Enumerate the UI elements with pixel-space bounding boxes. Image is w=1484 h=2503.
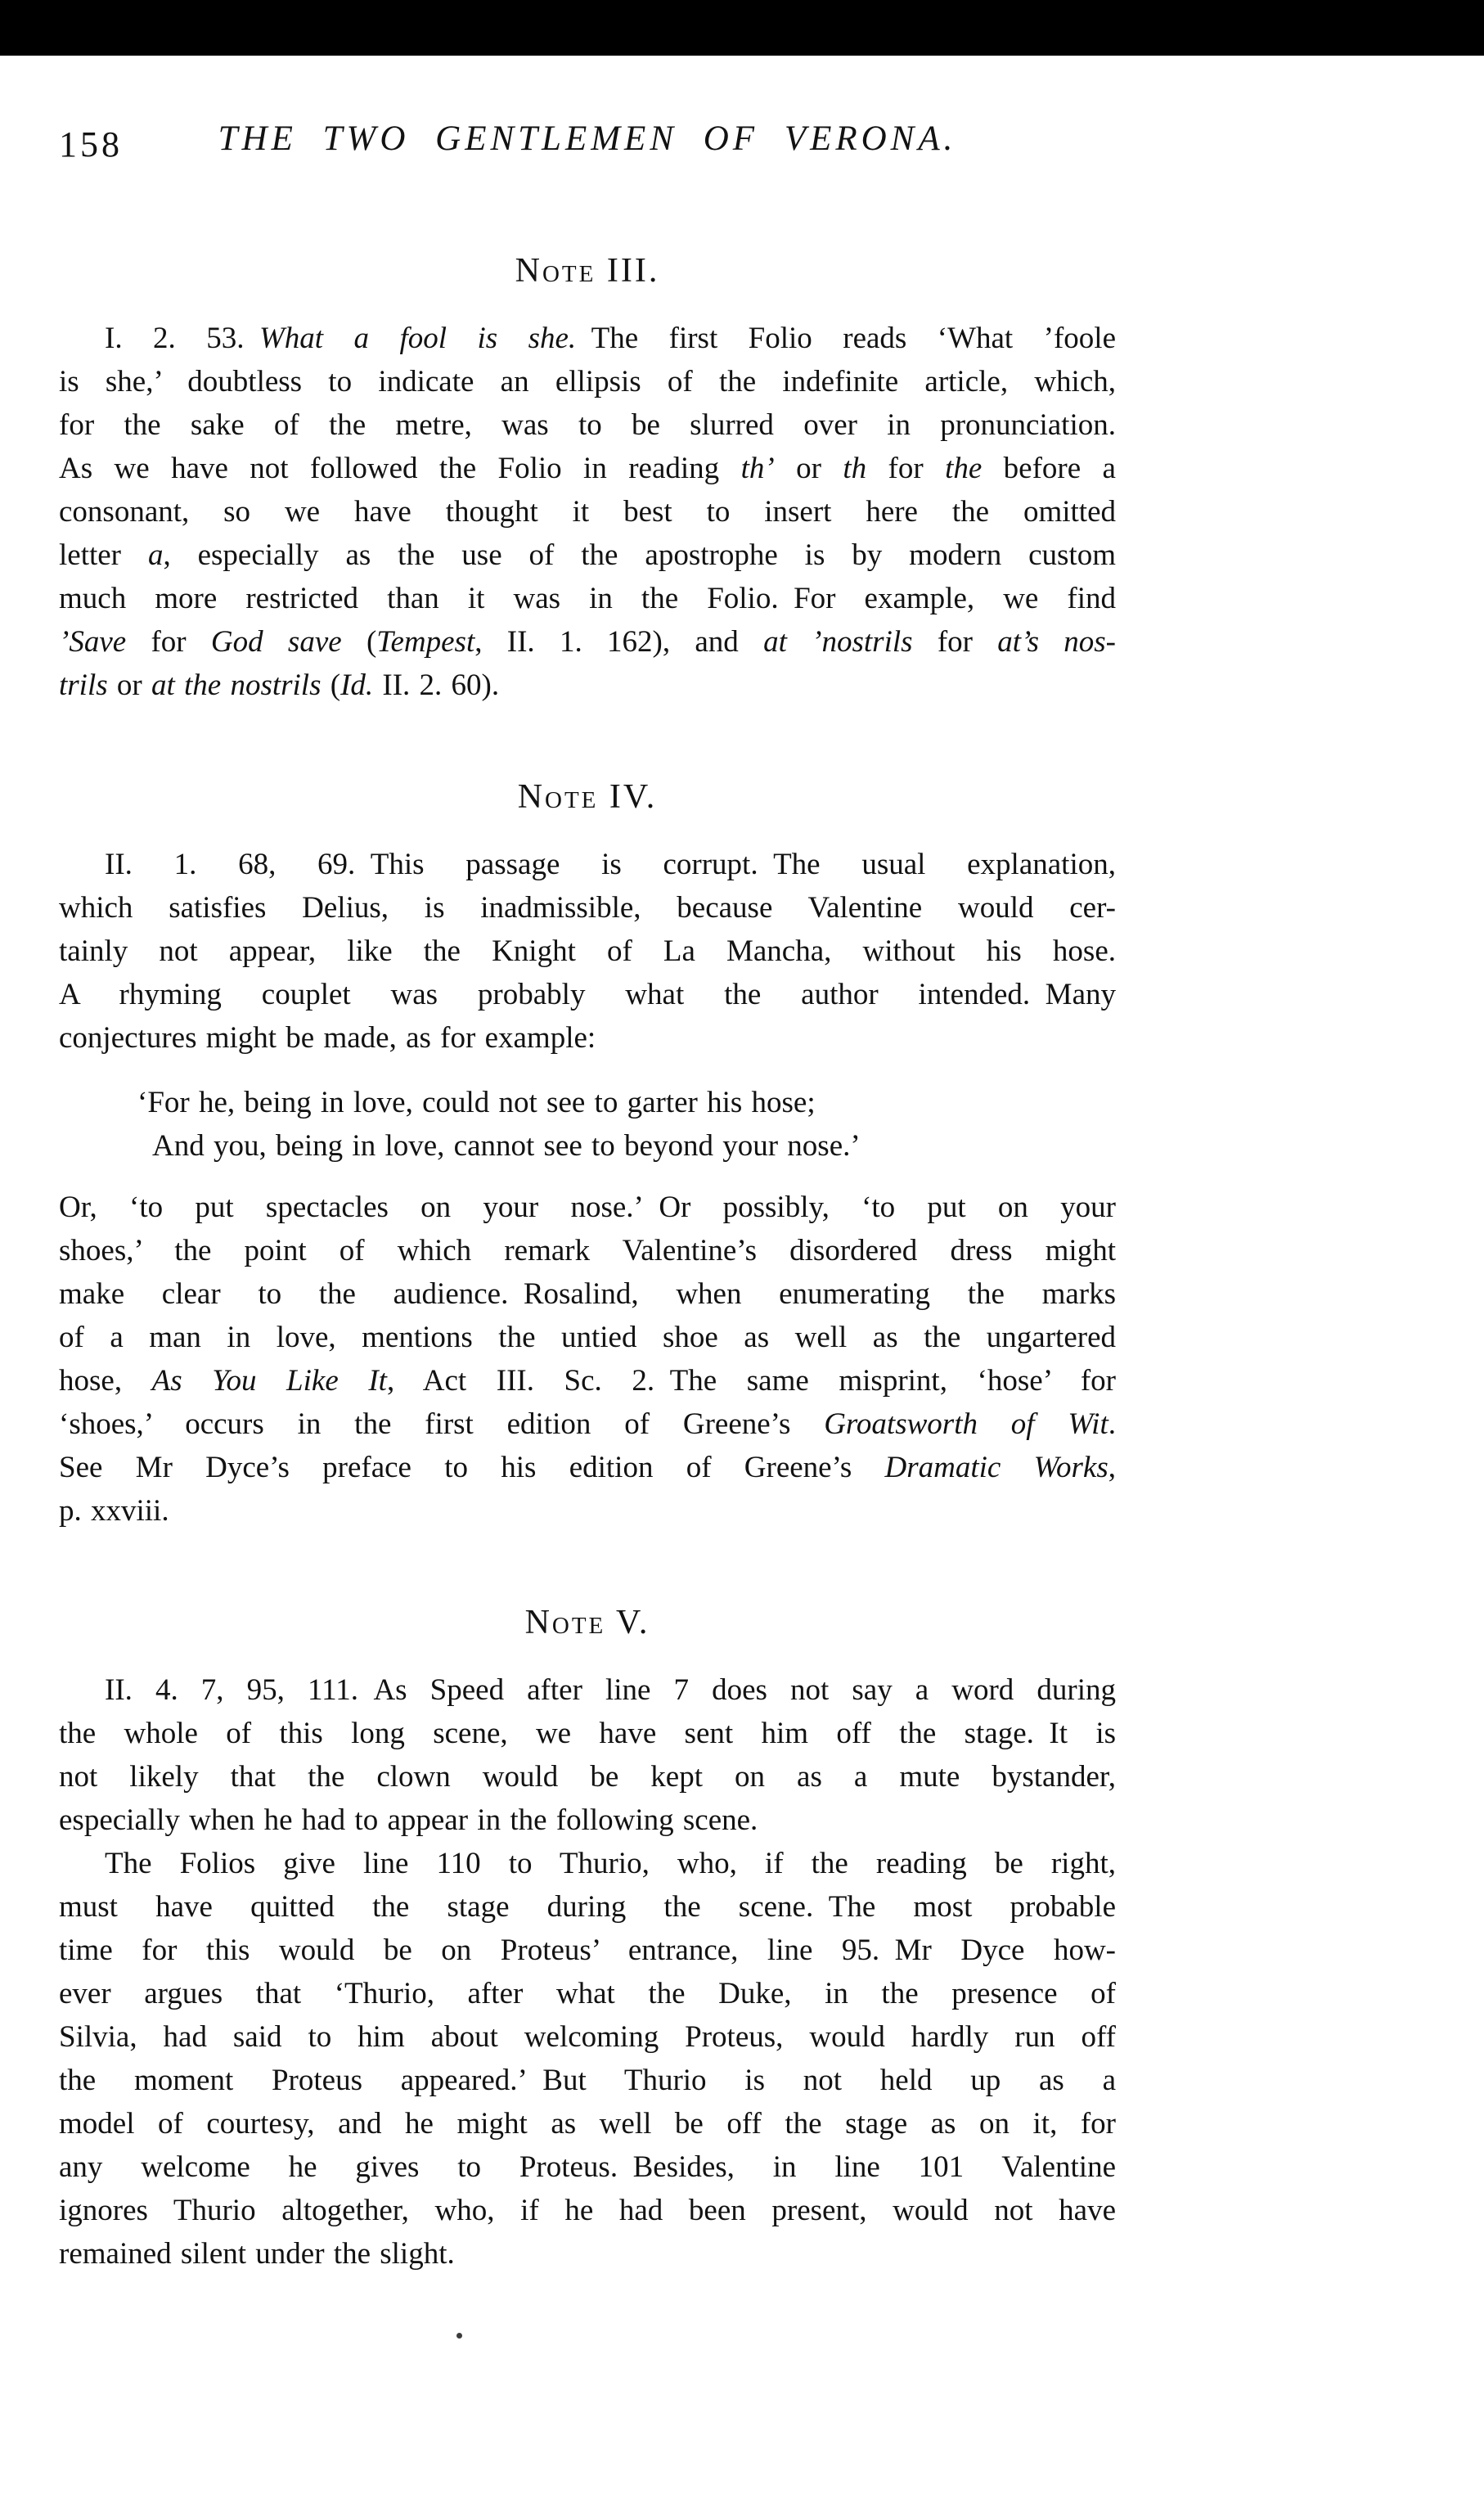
verse-quote bbox=[59, 1081, 1116, 1168]
text-line: II. 1. 68, 69. This passage is corrupt. The usual explanation, bbox=[105, 848, 1116, 881]
text-line: make clear to the audience. Rosalind, when enumerating the marks bbox=[59, 1277, 1116, 1311]
text-line: The Folios give line 110 to Thurio, who, if the reading be right, bbox=[105, 1847, 1116, 1880]
text-line: p. xxviii. bbox=[59, 1494, 169, 1528]
paragraph bbox=[59, 843, 1116, 1060]
ink-speck-artifact bbox=[456, 2333, 462, 2339]
text-line: model of courtesy, and he might as well be off the stage as on it, for bbox=[59, 2107, 1116, 2141]
text-line: Or, ‘to put spectacles on your nose.’ Or possibly, ‘to put on your bbox=[59, 1191, 1116, 1224]
text-block bbox=[59, 0, 1116, 2276]
text-line: not likely that the clown would be kept on as a mute bystander, bbox=[59, 1760, 1116, 1794]
text-line: See Mr Dyce’s preface to his edition of Greene’s Dramatic Works, bbox=[59, 1451, 1117, 1484]
note-heading: Note III. bbox=[515, 252, 660, 290]
text-line: the moment Proteus appeared.’ But Thurio is not held up as a bbox=[59, 2064, 1116, 2097]
paragraph bbox=[59, 1668, 1116, 1842]
text-line: consonant, so we have thought it best to insert here the omitted bbox=[59, 495, 1116, 529]
text-line: II. 4. 7, 95, 111. As Speed after line 7 does not say a word during bbox=[105, 1673, 1116, 1707]
text-line: I. 2. 53. What a fool is she. The first Folio reads ‘What ’foole bbox=[105, 322, 1116, 355]
text-line: ever argues that ‘Thurio, after what the Duke, in the presence of bbox=[59, 1977, 1116, 2010]
note-section bbox=[59, 251, 1116, 707]
text-line: much more restricted than it was in the Folio. For example, we find bbox=[59, 582, 1116, 615]
text-line: A rhyming couplet was probably what the author intended. Many bbox=[59, 978, 1116, 1011]
notes-container bbox=[59, 251, 1116, 2276]
text-line: And you, being in love, cannot see to beyond your nose.’ bbox=[152, 1129, 861, 1163]
text-line: for the sake of the metre, was to be slurred over in pronunciation. bbox=[59, 408, 1116, 442]
text-line: especially when he had to appear in the following scene. bbox=[59, 1803, 758, 1837]
text-line: As we have not followed the Folio in reading th’ or th for the before a bbox=[59, 452, 1116, 485]
text-line: trils or at the nostrils (Id. II. 2. 60). bbox=[59, 669, 500, 702]
paragraph bbox=[59, 317, 1116, 707]
text-line: any welcome he gives to Proteus. Besides, in line 101 Valentine bbox=[59, 2150, 1116, 2184]
text-line: ignores Thurio altogether, who, if he had been present, would not have bbox=[59, 2194, 1116, 2227]
text-line: the whole of this long scene, we have sent him off the stage. It is bbox=[59, 1717, 1116, 1750]
text-line: Silvia, had said to him about welcoming Proteus, would hardly run off bbox=[59, 2020, 1116, 2054]
text-line: which satisfies Delius, is inadmissible, because Valentine would cer- bbox=[59, 891, 1116, 925]
note-heading: Note IV. bbox=[517, 778, 658, 816]
text-line: tainly not appear, like the Knight of La Mancha, without his hose. bbox=[59, 934, 1116, 968]
text-line: time for this would be on Proteus’ entrance, line 95. Mr Dyce how- bbox=[59, 1934, 1116, 1967]
text-line: conjectures might be made, as for example: bbox=[59, 1021, 596, 1055]
note-heading: Note V. bbox=[524, 1604, 650, 1641]
text-line: must have quitted the stage during the scene. The most probable bbox=[59, 1890, 1116, 1924]
paragraph bbox=[59, 1842, 1116, 2276]
paragraph bbox=[59, 1186, 1116, 1533]
text-line: shoes,’ the point of which remark Valentine’s disordered dress might bbox=[59, 1234, 1116, 1267]
note-section bbox=[59, 777, 1116, 1533]
note-section bbox=[59, 1603, 1116, 2276]
text-line: is she,’ doubtless to indicate an ellipsis of the indefinite article, which, bbox=[59, 365, 1116, 398]
text-line: ‘shoes,’ occurs in the first edition of Greene’s Groatsworth of Wit. bbox=[59, 1407, 1116, 1441]
text-line: of a man in love, mentions the untied shoe as well as the ungartered bbox=[59, 1321, 1116, 1354]
text-line: remained silent under the slight. bbox=[59, 2237, 455, 2271]
text-line: hose, As You Like It, Act III. Sc. 2. The same misprint, ‘hose’ for bbox=[59, 1364, 1117, 1398]
page-header bbox=[59, 119, 1116, 166]
text-line: ’Save for God save (Tempest, II. 1. 162), and at ’nostrils for at’s nos- bbox=[59, 625, 1117, 659]
text-line: ‘For he, being in love, could not see to garter his hose; bbox=[137, 1086, 816, 1119]
text-line: letter a, especially as the use of the apostrophe is by modern custom bbox=[59, 538, 1116, 572]
page-number: 158 bbox=[59, 124, 123, 164]
running-title: THE TWO GENTLEMEN OF VERONA. bbox=[218, 119, 957, 158]
